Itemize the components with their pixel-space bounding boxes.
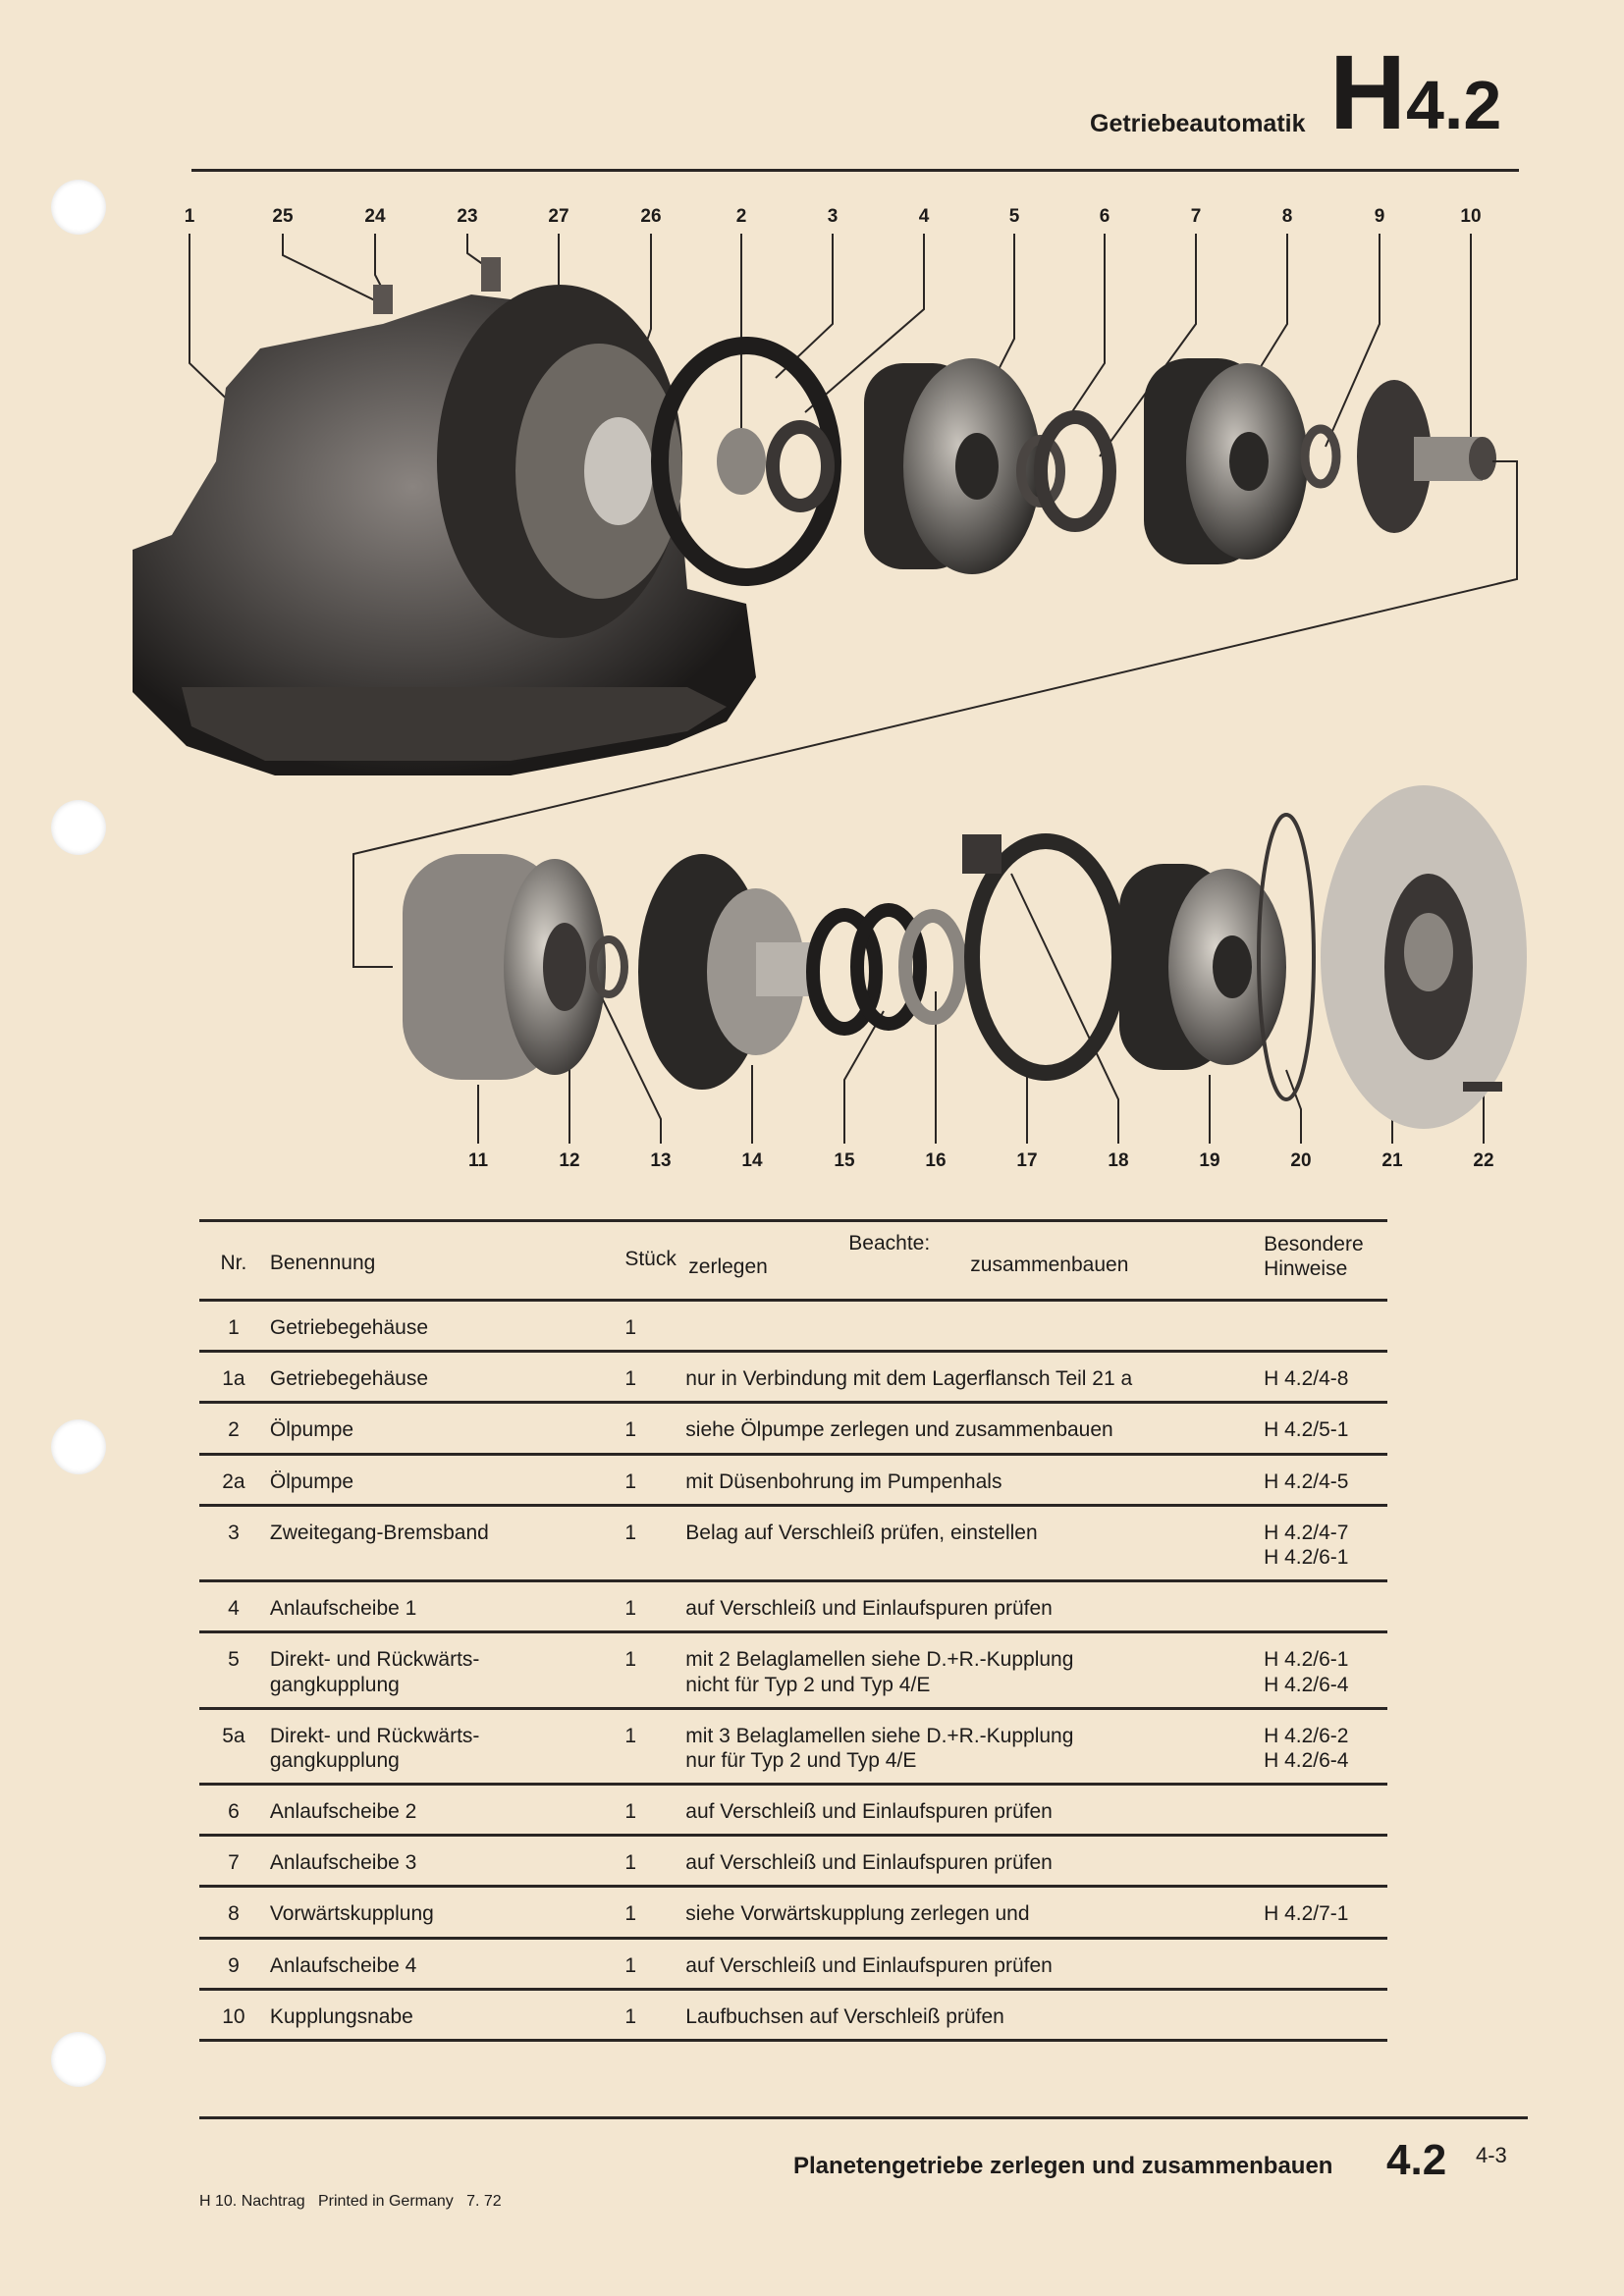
row-nr: 10 bbox=[199, 1989, 268, 2040]
header-nr-text: Nr. bbox=[220, 1252, 247, 1274]
row-ref: H 4.2/4-8 bbox=[1264, 1352, 1387, 1403]
planetary-ring-drum bbox=[403, 854, 606, 1080]
row-note: auf Verschleiß und Einlaufspuren prüfen bbox=[685, 1836, 1264, 1887]
row-name: Getriebegehäuse bbox=[268, 1301, 624, 1352]
callout-label: 23 bbox=[457, 206, 478, 227]
row-nr: 8 bbox=[199, 1887, 268, 1938]
direct-reverse-clutch bbox=[864, 358, 1041, 574]
header-beachte bbox=[685, 1221, 1264, 1301]
section-code-letter: H bbox=[1329, 32, 1406, 151]
clutch-hub bbox=[1357, 380, 1496, 533]
callout-label: 15 bbox=[834, 1150, 855, 1171]
row-qty: 1 bbox=[624, 1581, 685, 1632]
row-note: nur in Verbindung mit dem Lagerflansch Teil 21 a bbox=[685, 1352, 1264, 1403]
row-nr: 1a bbox=[199, 1352, 268, 1403]
row-note: auf Verschleiß und Einlaufspuren prüfen bbox=[685, 1581, 1264, 1632]
row-nr: 9 bbox=[199, 1938, 268, 1989]
row-note: Belag auf Verschleiß prüfen, einstellen bbox=[685, 1505, 1264, 1580]
row-qty: 1 bbox=[624, 1708, 685, 1784]
row-name: Ölpumpe bbox=[268, 1454, 624, 1505]
callout-label: 2 bbox=[735, 206, 747, 227]
band-lug bbox=[962, 834, 1001, 874]
forward-clutch bbox=[1144, 358, 1308, 564]
oil-pump bbox=[717, 428, 766, 495]
callout-label: 9 bbox=[1374, 206, 1385, 227]
row-qty: 1 bbox=[624, 1454, 685, 1505]
row-ref bbox=[1264, 1301, 1387, 1352]
callout-label: 22 bbox=[1473, 1150, 1494, 1171]
table-row bbox=[199, 1301, 1387, 1352]
footer-page-number: 4-3 bbox=[1476, 2143, 1507, 2167]
row-ref bbox=[1264, 1938, 1387, 1989]
header-qty bbox=[624, 1221, 685, 1301]
punch-hole bbox=[51, 1419, 106, 1474]
header-hinweise bbox=[1264, 1221, 1387, 1301]
parts-table bbox=[199, 1219, 1387, 2042]
table-row bbox=[199, 1785, 1387, 1836]
planetary-gear-carrier bbox=[638, 854, 815, 1090]
callout-label: 12 bbox=[559, 1150, 580, 1171]
row-nr: 3 bbox=[199, 1505, 268, 1580]
print-info: H 10. Nachtrag Printed in Germany 7. 72 bbox=[199, 2193, 502, 2210]
row-ref: H 4.2/6-2 H 4.2/6-4 bbox=[1264, 1708, 1387, 1784]
thrust-washer-1 bbox=[773, 427, 828, 506]
footer-title: Planetengetriebe zerlegen und zusammenbauen bbox=[793, 2153, 1333, 2179]
callout-label: 21 bbox=[1381, 1150, 1403, 1171]
row-qty: 1 bbox=[624, 1938, 685, 1989]
table-row bbox=[199, 1632, 1387, 1708]
row-nr: 4 bbox=[199, 1581, 268, 1632]
callout-label: 26 bbox=[640, 206, 662, 227]
header-name-text: Benennung bbox=[269, 1252, 376, 1274]
callout-label: 6 bbox=[1099, 206, 1110, 227]
row-ref: H 4.2/5-1 bbox=[1264, 1403, 1387, 1454]
row-note: siehe Vorwärtskupplung zerlegen und bbox=[685, 1887, 1264, 1938]
section-code-number: 4.2 bbox=[1406, 67, 1502, 143]
callout-label: 16 bbox=[925, 1150, 947, 1171]
row-ref bbox=[1264, 1785, 1387, 1836]
row-nr: 7 bbox=[199, 1836, 268, 1887]
row-qty: 1 bbox=[624, 1505, 685, 1580]
row-qty: 1 bbox=[624, 1989, 685, 2040]
row-ref bbox=[1264, 1836, 1387, 1887]
table-row bbox=[199, 1581, 1387, 1632]
row-name: Kupplungsnabe bbox=[268, 1989, 624, 2040]
row-name: Direkt- und Rückwärts- gangkupplung bbox=[268, 1708, 624, 1784]
table-row bbox=[199, 1403, 1387, 1454]
table-row bbox=[199, 1887, 1387, 1938]
row-note: auf Verschleiß und Einlaufspuren prüfen bbox=[685, 1785, 1264, 1836]
row-ref: H 4.2/4-5 bbox=[1264, 1454, 1387, 1505]
callout-label: 3 bbox=[827, 206, 839, 227]
callout-label: 19 bbox=[1199, 1150, 1220, 1171]
row-nr: 1 bbox=[199, 1301, 268, 1352]
row-qty: 1 bbox=[624, 1403, 685, 1454]
row-note: siehe Ölpumpe zerlegen und zusammenbauen bbox=[685, 1403, 1264, 1454]
callout-label: 27 bbox=[548, 206, 569, 227]
row-note: mit 3 Belaglamellen siehe D.+R.-Kupplung nur für Typ 2 und Typ 4/E bbox=[685, 1708, 1264, 1784]
table-row bbox=[199, 1989, 1387, 2040]
row-qty: 1 bbox=[624, 1352, 685, 1403]
header-qty-text: Stück bbox=[624, 1248, 677, 1270]
callout-label: 4 bbox=[918, 206, 930, 227]
row-ref: H 4.2/7-1 bbox=[1264, 1887, 1387, 1938]
row-note bbox=[685, 1301, 1264, 1352]
row-nr: 5a bbox=[199, 1708, 268, 1784]
callout-label: 7 bbox=[1190, 206, 1202, 227]
row-name: Direkt- und Rückwärts- gangkupplung bbox=[268, 1632, 624, 1708]
row-ref: H 4.2/4-7 H 4.2/6-1 bbox=[1264, 1505, 1387, 1580]
row-ref: H 4.2/6-1 H 4.2/6-4 bbox=[1264, 1632, 1387, 1708]
table-row bbox=[199, 1938, 1387, 1989]
row-name: Getriebegehäuse bbox=[268, 1352, 624, 1403]
callout-label: 20 bbox=[1290, 1150, 1312, 1171]
callout-label: 11 bbox=[467, 1150, 489, 1171]
callout-label: 14 bbox=[741, 1150, 763, 1171]
row-ref bbox=[1264, 1581, 1387, 1632]
row-nr: 6 bbox=[199, 1785, 268, 1836]
callout-label: 8 bbox=[1281, 206, 1293, 227]
row-name: Anlaufscheibe 1 bbox=[268, 1581, 624, 1632]
table-row bbox=[199, 1454, 1387, 1505]
header-name bbox=[268, 1221, 624, 1301]
punch-hole bbox=[51, 2032, 106, 2087]
row-name: Anlaufscheibe 4 bbox=[268, 1938, 624, 1989]
row-nr: 2 bbox=[199, 1403, 268, 1454]
header-zerlegen-text: zerlegen bbox=[688, 1255, 768, 1278]
callout-label: 13 bbox=[650, 1150, 672, 1171]
table-row bbox=[199, 1836, 1387, 1887]
row-qty: 1 bbox=[624, 1632, 685, 1708]
table-row bbox=[199, 1352, 1387, 1403]
thrust-washer-3 bbox=[1041, 417, 1110, 525]
table-row bbox=[199, 1708, 1387, 1784]
table-row bbox=[199, 1505, 1387, 1580]
row-name: Ölpumpe bbox=[268, 1403, 624, 1454]
header-hinweise-text: Besondere Hinweise bbox=[1264, 1233, 1364, 1281]
callout-label: 17 bbox=[1016, 1150, 1038, 1171]
row-name: Anlaufscheibe 3 bbox=[268, 1836, 624, 1887]
footer-section-number: 4.2 bbox=[1386, 2136, 1447, 2184]
row-note: Laufbuchsen auf Verschleiß prüfen bbox=[685, 1989, 1264, 2040]
row-qty: 1 bbox=[624, 1301, 685, 1352]
row-name: Zweitegang-Bremsband bbox=[268, 1505, 624, 1580]
row-note: mit 2 Belaglamellen siehe D.+R.-Kupplung nicht für Typ 2 und Typ 4/E bbox=[685, 1632, 1264, 1708]
row-name: Anlaufscheibe 2 bbox=[268, 1785, 624, 1836]
callout-label: 1 bbox=[184, 206, 195, 227]
row-qty: 1 bbox=[624, 1836, 685, 1887]
row-nr: 5 bbox=[199, 1632, 268, 1708]
bearing-flange bbox=[1321, 785, 1527, 1129]
footer-rule bbox=[199, 2116, 1528, 2119]
section-title: Getriebeautomatik bbox=[1090, 110, 1306, 137]
flange-bolt bbox=[1463, 1082, 1502, 1092]
thrust-washer-4 bbox=[1305, 429, 1336, 484]
row-ref bbox=[1264, 1989, 1387, 2040]
callout-label: 10 bbox=[1460, 206, 1482, 227]
row-nr: 2a bbox=[199, 1454, 268, 1505]
header-zusammenbauen-text: zusammenbauen bbox=[970, 1254, 1129, 1276]
row-name: Vorwärtskupplung bbox=[268, 1887, 624, 1938]
callout-label: 5 bbox=[1008, 206, 1020, 227]
exploded-view-bottom-illustration bbox=[0, 785, 1624, 1178]
header-beachte-text: Beachte: bbox=[848, 1232, 931, 1255]
header-nr bbox=[199, 1221, 268, 1301]
row-qty: 1 bbox=[624, 1785, 685, 1836]
callout-label: 18 bbox=[1108, 1150, 1129, 1171]
row-note: mit Düsenbohrung im Pumpenhals bbox=[685, 1454, 1264, 1505]
callout-label: 24 bbox=[364, 206, 386, 227]
table-header-row bbox=[199, 1221, 1387, 1301]
row-qty: 1 bbox=[624, 1887, 685, 1938]
brake-band bbox=[972, 841, 1119, 1073]
row-note: auf Verschleiß und Einlaufspuren prüfen bbox=[685, 1938, 1264, 1989]
callout-label: 25 bbox=[272, 206, 294, 227]
